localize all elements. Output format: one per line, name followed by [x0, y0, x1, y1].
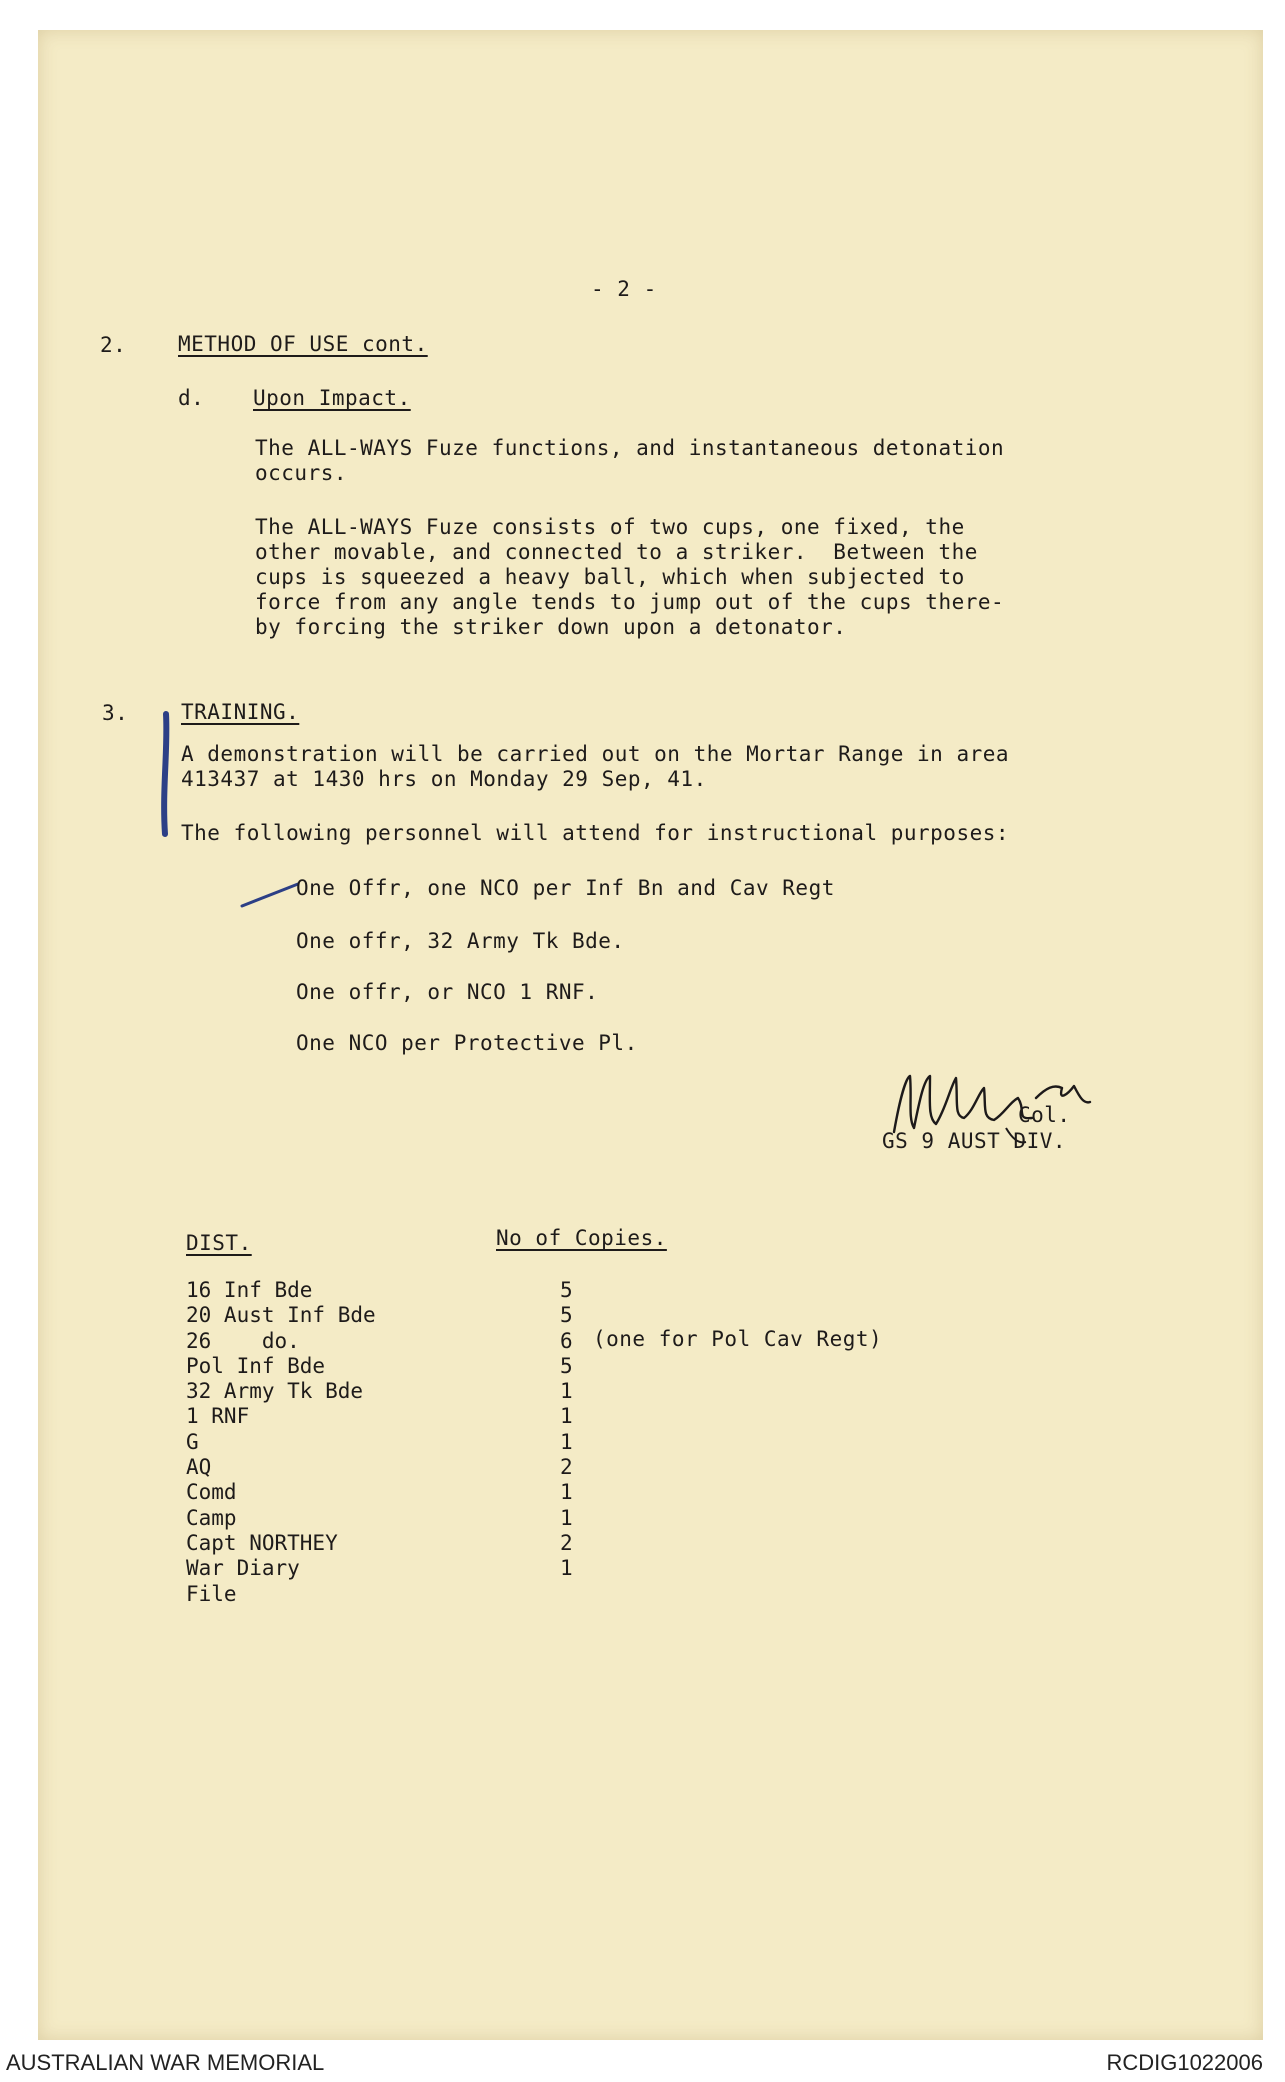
document-page	[38, 30, 1263, 2040]
fuze-description-line: other movable, and connected to a striker. Between the	[255, 540, 978, 564]
footer-id: RCDIG1022006	[1106, 2050, 1263, 2075]
copies-count: 2	[560, 1530, 573, 1555]
distribution-recipient: War Diary	[186, 1556, 300, 1581]
section-3-number: 3.	[102, 701, 129, 725]
distribution-recipient: Pol Inf Bde	[186, 1353, 326, 1378]
copies-count: 1	[560, 1379, 573, 1404]
copies-count: 5	[560, 1353, 573, 1378]
copies-header: No of Copies.	[496, 1226, 667, 1250]
margin-pen-mark	[156, 710, 176, 840]
copies-count: 1	[560, 1556, 573, 1581]
copies-count: 1	[560, 1404, 573, 1429]
personnel-item: One NCO per Protective Pl.	[296, 1031, 638, 1055]
fuze-description-line: cups is squeezed a heavy ball, which when subjected to	[255, 565, 965, 589]
impact-paragraph	[255, 436, 1004, 486]
distribution-recipient: 16 Inf Bde	[186, 1278, 313, 1302]
distribution-recipient: AQ	[186, 1455, 212, 1480]
distribution-recipient: Comd	[186, 1480, 237, 1505]
signature-title: GS 9 AUST DIV.	[882, 1129, 1067, 1153]
distribution-recipient: Capt NORTHEY	[186, 1530, 338, 1555]
personnel-item: One Offr, one NCO per Inf Bn and Cav Regt	[296, 876, 835, 900]
copies-count: 2	[560, 1455, 573, 1480]
subsection-d-letter: d.	[178, 386, 205, 410]
distribution-recipient: 32 Army Tk Bde	[186, 1379, 364, 1404]
signature-rank: Col.	[1018, 1103, 1071, 1127]
page-number: - 2 -	[591, 277, 657, 301]
personnel-item: One offr, 32 Army Tk Bde.	[296, 929, 625, 953]
section-2-number: 2.	[100, 333, 127, 357]
distribution-recipient: 1 RNF	[186, 1404, 250, 1429]
distribution-header: DIST.	[186, 1231, 252, 1255]
distribution-list	[186, 1278, 376, 1607]
impact-paragraph-line: occurs.	[255, 461, 348, 485]
subsection-d-heading: Upon Impact.	[253, 386, 411, 410]
section-2-heading: METHOD OF USE cont.	[178, 332, 428, 356]
copies-list	[560, 1278, 573, 1582]
footer-source: AUSTRALIAN WAR MEMORIAL	[6, 2050, 325, 2075]
demonstration-line: 413437 at 1430 hrs on Monday 29 Sep, 41.	[181, 767, 707, 791]
demonstration-paragraph	[181, 742, 1009, 792]
fuze-description-paragraph	[255, 515, 1004, 640]
fuze-description-line: The ALL-WAYS Fuze consists of two cups, one fixed, the	[255, 515, 965, 539]
impact-paragraph-line: The ALL-WAYS Fuze functions, and instantaneous detonation	[255, 436, 1005, 460]
copies-count: 1	[560, 1505, 573, 1530]
copies-note: (one for Pol Cav Regt)	[593, 1327, 883, 1351]
tick-mark	[240, 880, 300, 910]
fuze-description-line: by forcing the striker down upon a detonator.	[255, 615, 847, 639]
demonstration-line: A demonstration will be carried out on the Mortar Range in area	[181, 742, 1010, 766]
distribution-recipient: File	[186, 1581, 237, 1606]
distribution-recipient: Camp	[186, 1505, 237, 1530]
distribution-recipient: 20 Aust Inf Bde	[186, 1303, 376, 1328]
copies-count: 5	[560, 1278, 573, 1302]
fuze-description-line: force from any angle tends to jump out of the cups there-	[255, 590, 1005, 614]
copies-count: 1	[560, 1480, 573, 1505]
distribution-recipient: G	[186, 1429, 199, 1454]
distribution-recipient: 26 do.	[186, 1328, 300, 1353]
copies-count: 1	[560, 1429, 573, 1454]
personnel-item: One offr, or NCO 1 RNF.	[296, 980, 599, 1004]
copies-count: 6	[560, 1328, 573, 1353]
section-3-heading: TRAINING.	[181, 700, 300, 724]
personnel-intro: The following personnel will attend for instructional purposes:	[181, 821, 1010, 845]
copies-count: 5	[560, 1303, 573, 1328]
